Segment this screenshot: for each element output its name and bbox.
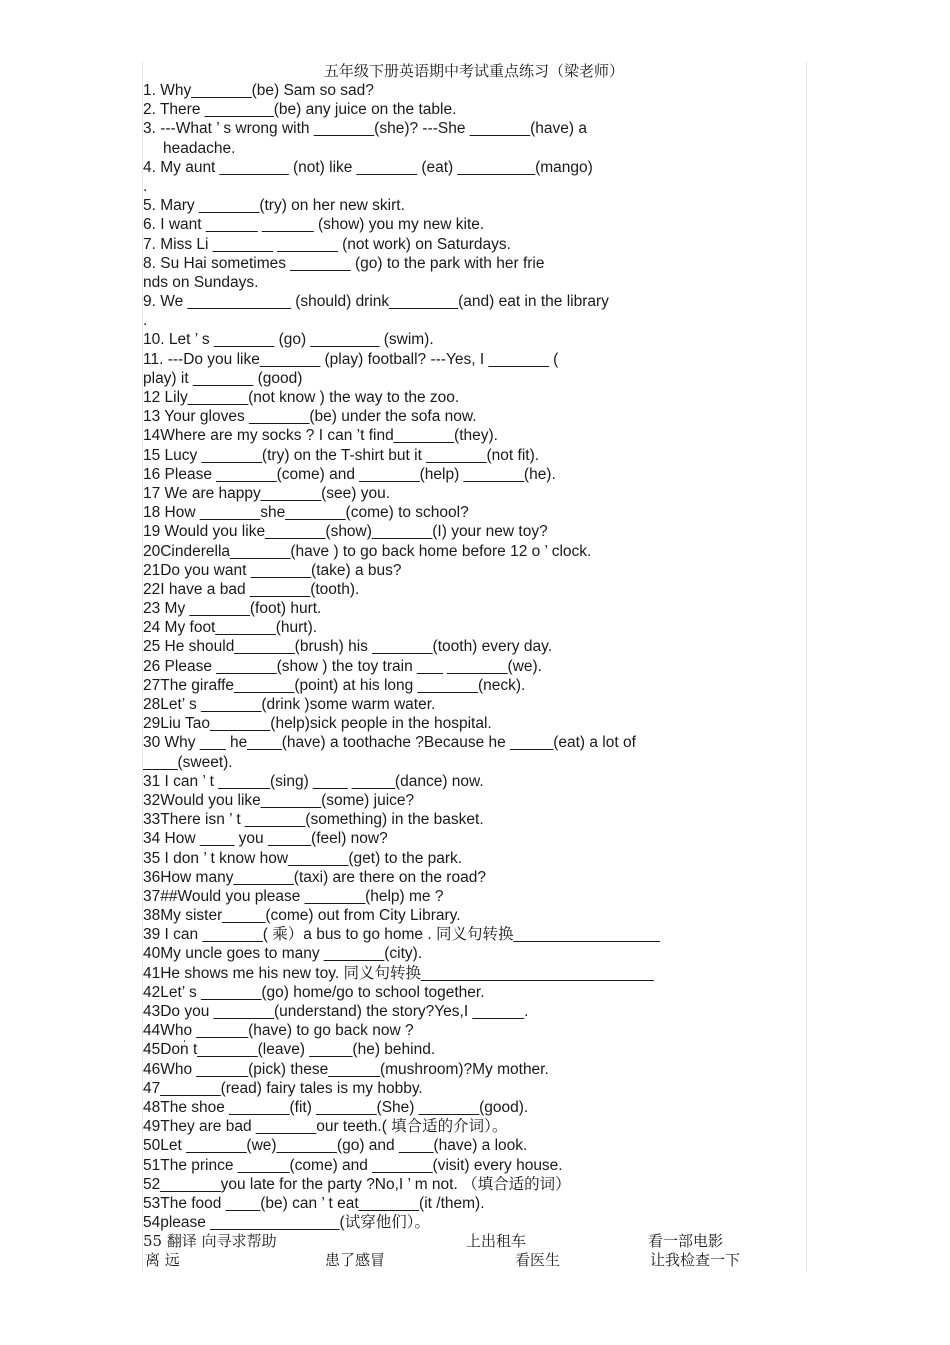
exercise-line-36: 36How many_______(taxi) are there on the road? (143, 868, 486, 886)
exercise-line-40: 40My uncle goes to many _______(city). (143, 945, 423, 963)
exercise-line-3-cont: headache. (163, 139, 236, 157)
exercise-line-8: 8. Su Hai sometimes _______ (go) to the park with her frie (143, 254, 545, 272)
exercise-line-19: 19 Would you like_______(show)_______(I) your new toy? (143, 523, 548, 541)
translation-item: 55 翻译 向寻求帮助 (143, 1232, 277, 1251)
exercise-line-35: 35 I don ’ t know how_______(get) to the park. (143, 849, 463, 867)
exercise-line-3: 3. ---What ’ s wrong with _______(she)? ---She _______(have) a (143, 120, 587, 138)
exercise-line-17: 17 We are happy_______(see) you. (143, 484, 391, 502)
exercise-line-53: 53The food ____(be) can ’ t eat_______(it /them). (143, 1194, 485, 1212)
worksheet-title: 五年级下册英语期中考试重点练习（梁老师） (323, 62, 624, 80)
exercise-line-52: 52_______you late for the party ?No,I ’ m not. （填合适的词） (143, 1175, 571, 1193)
exercise-line-48: 48The shoe _______(fit) _______(She) _______(good). (143, 1098, 529, 1116)
exercise-line-54: 54please _______________(试穿他们）。 (143, 1214, 430, 1232)
translation-row-1 (143, 1232, 806, 1251)
exercise-line-44: 44Who ______(have) to go back now ? (143, 1022, 414, 1040)
exercise-line-28: 28Let’ s _______(drink )some warm water. (143, 696, 436, 713)
exercise-line-37: 37##Would you please _______(help) me ? (143, 887, 444, 905)
exercise-line-26: 26 Please _______(show ) the toy train ___ _______(we). (143, 657, 542, 675)
translation-item: 看医生 (515, 1251, 561, 1270)
exercise-line-12: 12 Lily_______(not know ) the way to the zoo. (143, 389, 460, 406)
exercise-line-30-cont: ____(sweet). (143, 753, 233, 771)
exercise-line-5: 5. Mary _______(try) on her new skirt. (143, 197, 405, 215)
exercise-line-4: 4. My aunt ________ (not) like _______ (eat) _________(mango) (143, 158, 593, 176)
exercise-line-51: 51The prince ______(come) and _______(visit) every house. (143, 1156, 563, 1174)
exercise-line-11: 11. ---Do you like_______ (play) football? ---Yes, I _______ ( (143, 350, 559, 368)
translation-item: 患了感冒 (325, 1251, 386, 1270)
exercise-line-23: 23 My _______(foot) hurt. (143, 600, 322, 618)
exercise-line-50: 50Let _______(we)_______(go) and ____(have) a look. (143, 1137, 528, 1155)
exercise-line-1: 1. Why_______(be) Sam so sad? (143, 82, 374, 99)
exercise-line-43: 43Do you _______(understand) the story?Yes,I ______. (143, 1003, 529, 1020)
exercise-line-22: 22I have a bad _______(tooth). (143, 580, 360, 598)
exercise-line-29: 29Liu Tao_______(help)sick people in the hospital. (143, 715, 492, 733)
exercise-line-4-cont: . (143, 177, 148, 195)
exercise-line-15: 15 Lucy _______(try) on the T-shirt but it _______(not fit). (143, 446, 540, 464)
exercise-line-21: 21Do you want _______(take) a bus? (143, 561, 402, 579)
translation-item: 上出租车 (466, 1232, 527, 1251)
exercise-line-31: 31 I can ’ t ______(sing) ____ _____(dance) now. (143, 772, 484, 790)
exercise-line-9-cont: . (143, 312, 148, 330)
exercise-line-30: 30 Why ___ he____(have) a toothache ?Because he _____(eat) a lot of (143, 734, 636, 752)
exercise-list (143, 81, 806, 1271)
exercise-line-45: 45Don̓ t_______(leave) _____(he) behind. (143, 1041, 436, 1059)
exercise-line-13: 13 Your gloves _______(be) under the sofa now. (143, 408, 477, 426)
exercise-line-34: 34 How ____ you _____(feel) now? (143, 830, 388, 848)
exercise-line-41: 41He shows me his new toy. 同义句转换___________________________ (143, 964, 654, 982)
exercise-line-20: 20Cinderella_______(have ) to go back home before 12 o ’ clock. (143, 542, 592, 560)
exercise-line-46: 46Who ______(pick) these______(mushroom)?My mother. (143, 1060, 549, 1078)
translation-item: 让我检查一下 (650, 1251, 741, 1270)
exercise-line-9: 9. We ____________ (should) drink________(and) eat in the library (143, 293, 609, 311)
exercise-line-25: 25 He should_______(brush) his _______(tooth) every day. (143, 638, 553, 656)
exercise-line-39: 39 I can _______( 乘）a bus to go home . 同义句转换_________________ (143, 926, 661, 944)
translation-item: 离 远 (145, 1251, 180, 1270)
right-margin-rule (806, 62, 807, 1272)
exercise-line-32: 32Would you like_______(some) juice? (143, 791, 415, 809)
exercise-line-27: 27The giraffe_______(point) at his long _______(neck). (143, 676, 526, 694)
exercise-line-49: 49They are bad _______our teeth.( 填合适的介词）。 (143, 1118, 508, 1136)
exercise-line-47: 47_______(read) fairy tales is my hobby. (143, 1079, 423, 1097)
translation-item: 看一部电影 (648, 1232, 724, 1251)
exercise-line-10: 10. Let ’ s _______ (go) ________ (swim). (143, 331, 434, 349)
exercise-line-6: 6. I want ______ ______ (show) you my new kite. (143, 216, 485, 234)
translation-row-2 (143, 1251, 806, 1270)
exercise-line-14: 14Where are my socks ? I can ’t find_______(they). (143, 427, 498, 445)
exercise-line-2: 2. There ________(be) any juice on the table. (143, 101, 457, 119)
exercise-line-38: 38My sister_____(come) out from City Library. (143, 907, 461, 925)
exercise-line-18: 18 How _______she_______(come) to school? (143, 504, 469, 522)
exercise-line-24: 24 My foot_______(hurt). (143, 619, 318, 637)
exercise-line-11-cont: play) it _______ (good) (143, 369, 303, 387)
exercise-line-33: 33There isn ’ t _______(something) in the basket. (143, 811, 484, 829)
exercise-line-42: 42Let’ s _______(go) home/go to school together. (143, 983, 485, 1001)
exercise-line-7: 7. Miss Li _______ _______ (not work) on Saturdays. (143, 235, 511, 253)
exercise-line-16: 16 Please _______(come) and _______(help) _______(he). (143, 465, 556, 483)
exercise-line-8-cont: nds on Sundays. (143, 273, 259, 291)
